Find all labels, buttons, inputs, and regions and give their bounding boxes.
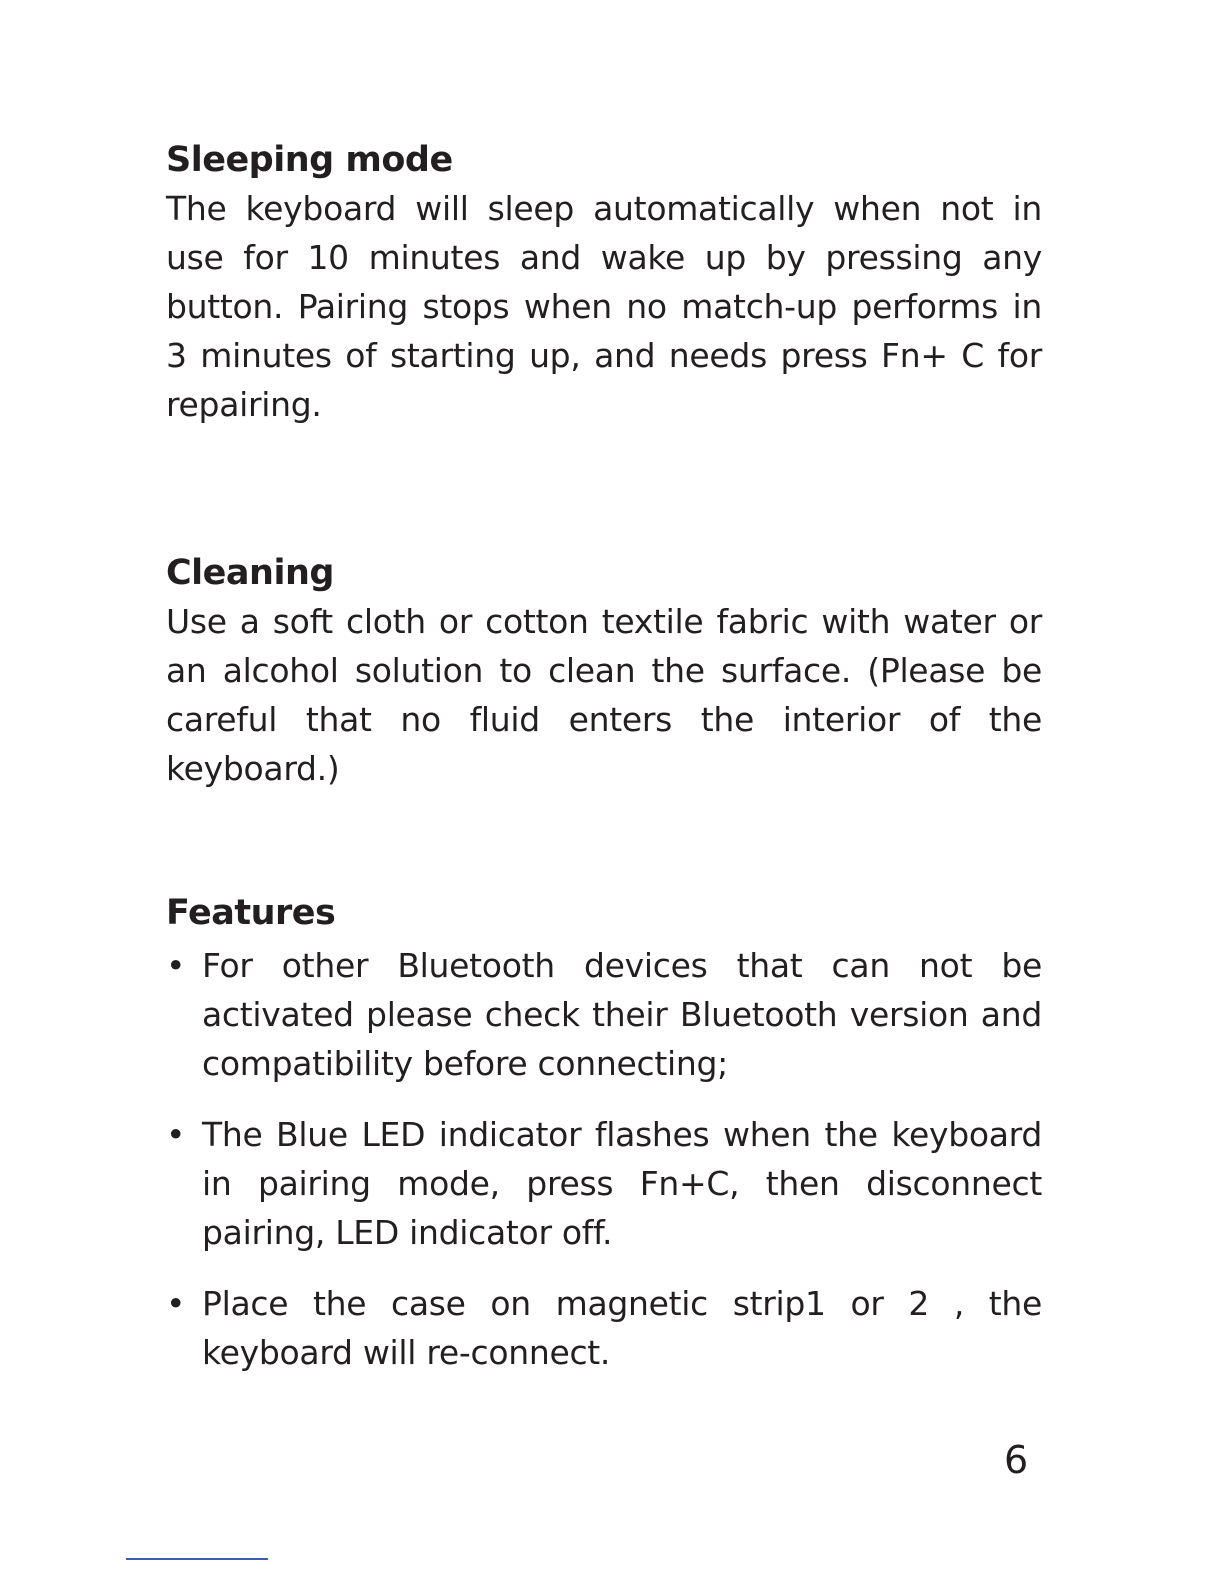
section-body-sleeping-mode: The keyboard will sleep automatically when not in use for 10 minutes and wake up by pressing any button. Pairing stops when no match-up performs in 3 minutes of starting up, and needs press Fn+ C for repairing. — [166, 189, 1042, 424]
features-list — [166, 941, 1042, 1377]
list-item — [166, 1279, 1042, 1377]
section-title-features: Features — [166, 893, 336, 933]
section-title-sleeping-mode: Sleeping mode — [166, 140, 453, 180]
page-content — [166, 136, 1042, 1399]
section-sleeping-mode — [166, 136, 1042, 429]
list-item-text: For other Bluetooth devices that can not be activated please check their Bluetooth version and compatibility before connecting; — [202, 946, 1042, 1083]
section-body-cleaning: Use a soft cloth or cotton textile fabric with water or an alcohol solution to clean the surface. (Please be careful that no fluid enters the interior of the keyboard.) — [166, 602, 1042, 788]
list-item — [166, 941, 1042, 1088]
bullet-icon: • — [166, 1115, 186, 1154]
list-item-text: The Blue LED indicator flashes when the keyboard in pairing mode, press Fn+C, then disconnect pairing, LED indicator off. — [202, 1115, 1042, 1252]
section-title-cleaning: Cleaning — [166, 553, 334, 593]
section-cleaning — [166, 549, 1042, 793]
bottom-divider — [126, 1558, 268, 1560]
bullet-icon: • — [166, 946, 186, 985]
page-number: 6 — [1004, 1438, 1029, 1482]
list-item — [166, 1110, 1042, 1257]
list-item-text: Place the case on magnetic strip1 or 2 , the keyboard will re-connect. — [202, 1284, 1042, 1372]
bullet-icon: • — [166, 1284, 186, 1323]
section-features — [166, 889, 1042, 1377]
